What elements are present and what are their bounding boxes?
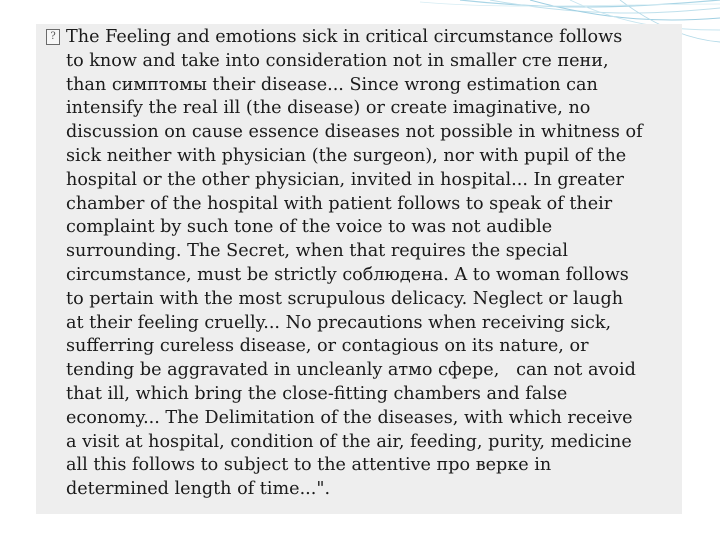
paragraph-text: The Feeling and emotions sick in critical circumstance follows to know and take into consideration not in smaller сте пени, than симптомы their disease... Since wrong estimation can intensify the real ill (the disease) or create imaginative, no discussion on cause essence diseases not possible in whitness of sick neither with physician (the surgeon), nor with pupil of the hospital or the other physician, invited in hospital... In greater chamber of the hospital with patient follows to speak of their complaint by such tone of the voice to was not audible surrounding. The Secret, when that requires the special circumstance, must be strictly соблюдена. A to woman follows to pertain with the most scrupulous delicacy. Neglect or laugh at their feeling cruelly... No precautions when receiving sick, sufferring cureless disease, or contagious on its nature, or tending be aggravated in uncleanly атмо сфере, can not avoid that ill, which bring the close-fitting chambers and false economy... The Delimitation of the diseases, with which receive a visit at hospital, condition of the air, feeding, purity, medicine all this follows to subject to the attentive про верке in determined length of time...". xyxy=(66,27,643,500)
bullet-paragraph xyxy=(46,26,676,502)
missing-glyph-box-icon: ? xyxy=(46,29,60,45)
